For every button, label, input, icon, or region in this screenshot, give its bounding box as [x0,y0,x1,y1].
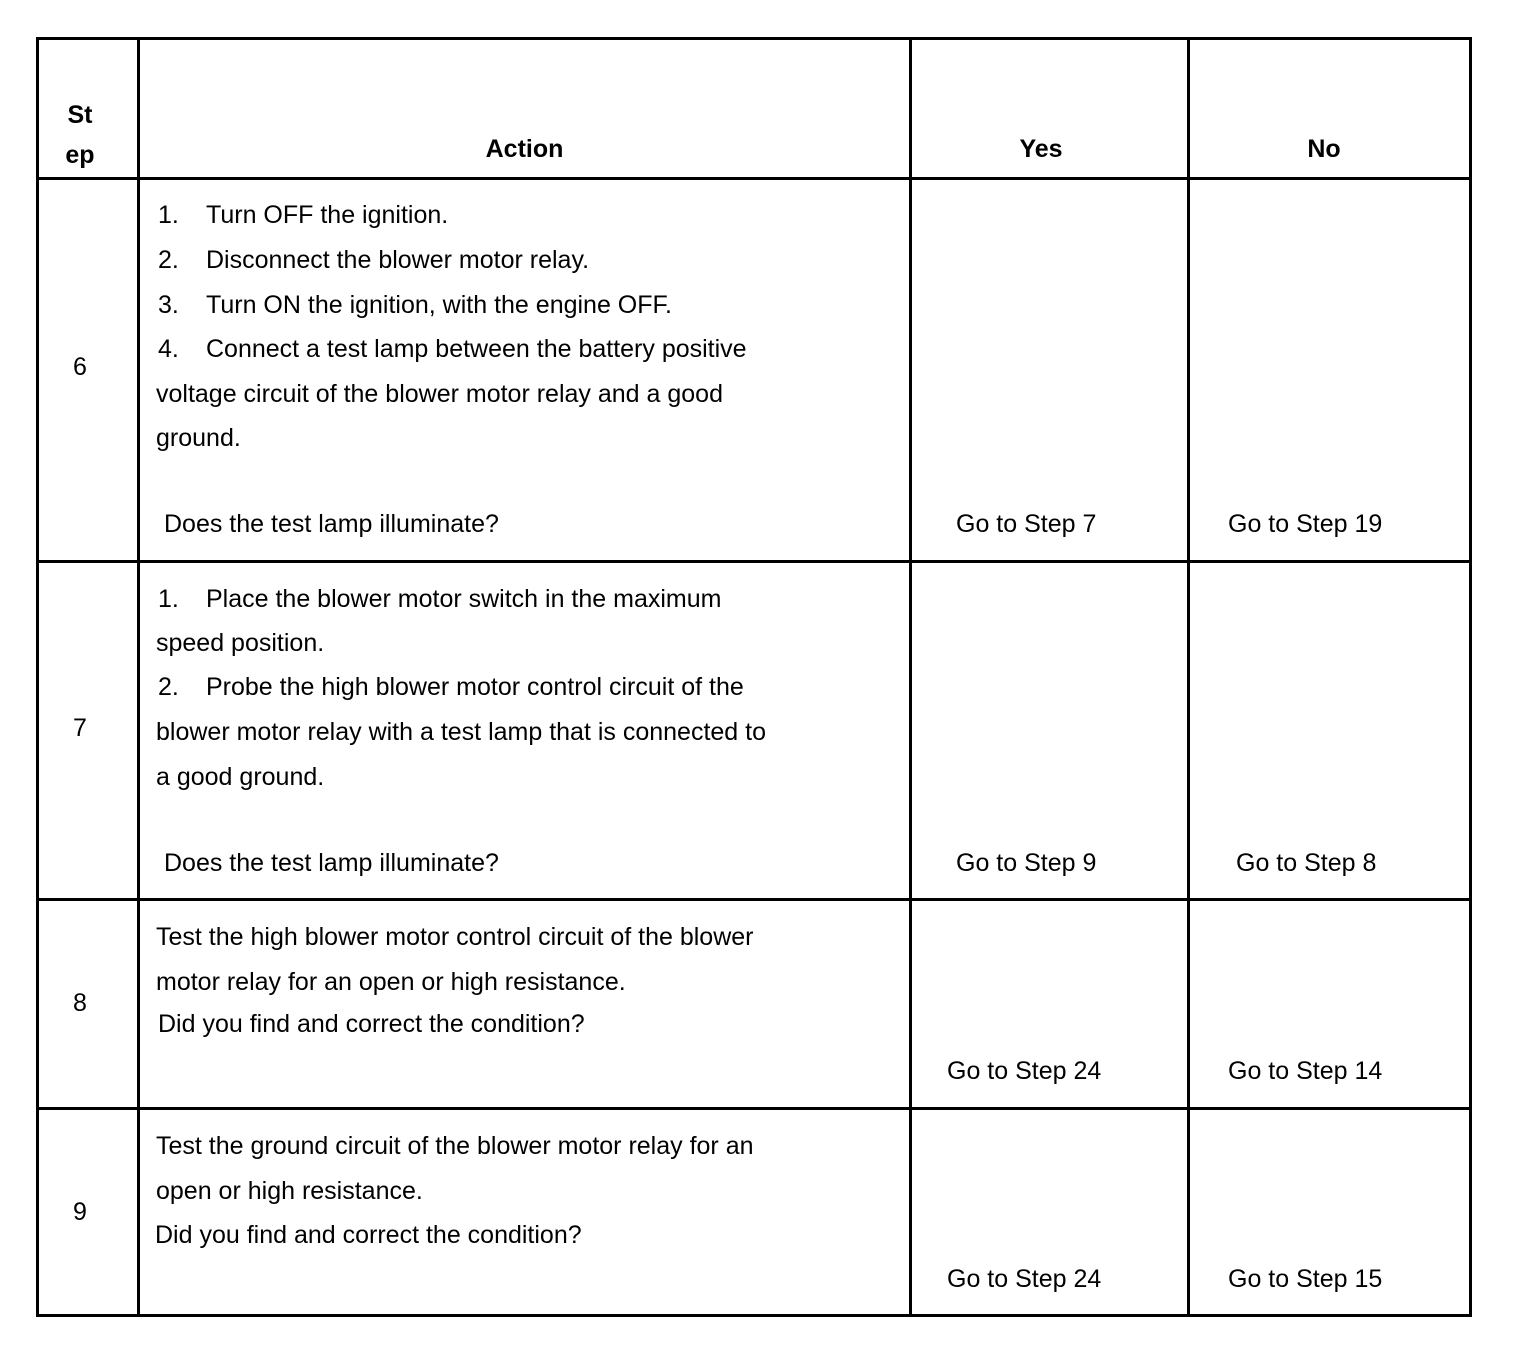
action-line [156,1124,754,1169]
action-line [158,577,721,622]
action-line-text: Turn OFF the ignition. [206,201,449,229]
diagnostic-table [36,37,1472,1317]
action-line-text: motor relay for an open or high resistance. [156,968,626,996]
action-line [158,193,448,238]
action-question: Does the test lamp illuminate? [164,849,499,877]
yes-result: Go to Step 24 [947,1265,1102,1293]
row-divider [36,560,1472,563]
action-line [156,621,324,666]
action-line-number: 4. [158,335,179,363]
action-question: Did you find and correct the condition? [158,1010,585,1038]
table-border-right [1469,37,1472,1317]
column-divider [1187,37,1190,1317]
action-line [158,327,747,372]
action-line [156,416,241,461]
action-line-text: Connect a test lamp between the battery positive [206,335,747,363]
yes-result: Go to Step 7 [956,510,1097,538]
yes-result: Go to Step 24 [947,1057,1102,1085]
step-number: 8 [73,989,87,1017]
action-line [156,1169,423,1214]
action-line-text: Disconnect the blower motor relay. [206,246,590,274]
action-line-text: Place the blower motor switch in the maximum [206,585,722,613]
step-number: 6 [73,353,87,381]
action-line-text: Test the ground circuit of the blower motor relay for an [156,1132,754,1160]
header-step-line2: ep [65,141,95,169]
action-line [156,710,766,755]
step-number: 9 [73,1198,87,1226]
table-border-bottom [36,1314,1472,1317]
yes-result: Go to Step 9 [956,849,1097,877]
action-line-text: speed position. [156,629,325,657]
action-line [156,915,754,960]
table-border-top [36,37,1472,40]
header-action: Action [485,135,564,163]
action-line-number: 2. [158,246,179,274]
action-line-number: 2. [158,673,179,701]
action-line-text: a good ground. [156,763,325,791]
action-line-text: blower motor relay with a test lamp that is connected to [156,718,767,746]
action-line [156,960,626,1005]
no-result: Go to Step 15 [1228,1265,1383,1293]
action-line-number: 1. [158,585,179,613]
action-line-text: voltage circuit of the blower motor relay and a good [156,380,723,408]
action-line-number: 3. [158,291,179,319]
header-step-line1: St [67,101,93,129]
action-line [156,755,324,800]
table-border-left [36,37,39,1317]
column-divider [909,37,912,1317]
header-no: No [1307,135,1341,163]
header-step [40,95,120,175]
row-divider [36,898,1472,901]
action-line [156,372,723,417]
action-line-text: Turn ON the ignition, with the engine OFF. [206,291,672,319]
action-line-text: Test the high blower motor control circuit of the blower [156,923,754,951]
no-result: Go to Step 14 [1228,1057,1383,1085]
no-result: Go to Step 8 [1236,849,1377,877]
action-line-text: Probe the high blower motor control circuit of the [206,673,744,701]
action-line [158,238,589,283]
action-line-number: 1. [158,201,179,229]
no-result: Go to Step 19 [1228,510,1383,538]
action-line [158,283,672,328]
step-number: 7 [73,714,87,742]
header-divider [36,177,1472,180]
action-line-text: ground. [156,424,241,452]
action-question: Does the test lamp illuminate? [164,510,499,538]
action-question: Did you find and correct the condition? [155,1221,582,1249]
row-divider [36,1107,1472,1110]
header-yes: Yes [1019,135,1063,163]
action-line [158,665,744,710]
column-divider [137,37,140,1317]
action-line-text: open or high resistance. [156,1177,423,1205]
